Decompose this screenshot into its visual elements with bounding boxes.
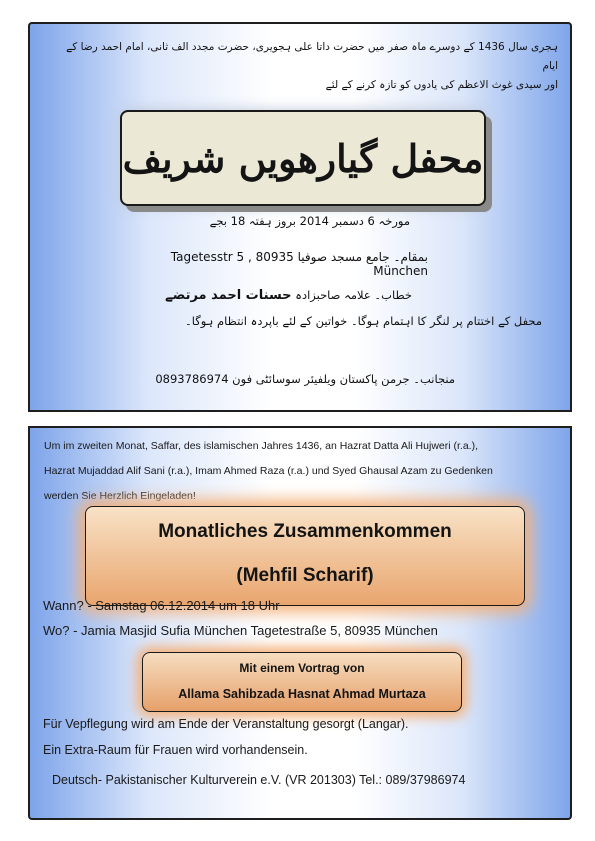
urdu-intro-line-2: اور سیدی غوث الاعظم کی یادوں کو تازہ کرنے کے لئے	[325, 79, 558, 91]
german-intro-line-1: Um im zweiten Monat, Saffar, des islamischen Jahres 1436, an Hazrat Datta Ali Hujweri (r.a.),	[44, 440, 478, 452]
urdu-intro	[48, 38, 558, 95]
urdu-sponsor-line: منجانب۔ جرمن پاکستان ویلفیئر سوسائٹی فون 0893786974	[155, 372, 455, 386]
german-intro-line-3: werden Sie Herzlich Eingeladen!	[44, 490, 196, 502]
speaker-box	[142, 652, 462, 712]
urdu-venue-line	[168, 250, 428, 278]
urdu-title: محفل گیارھویں شریف	[122, 135, 484, 181]
talk-speaker: Allama Sahibzada Hasnat Ahmad Murtaza	[178, 687, 426, 701]
german-intro	[44, 434, 564, 509]
urdu-speaker-name: حسنات احمد مرتضے	[165, 288, 292, 303]
event-where: Wo? - Jamia Masjid Sufia München Tagetestraße 5, 80935 München	[43, 623, 438, 638]
association-footer: Deutsch- Pakistanischer Kulturverein e.V. (VR 201303) Tel.: 089/37986974	[52, 773, 466, 787]
event-when: Wann? - Samstag 06.12.2014 um 18 Uhr	[43, 598, 280, 613]
talk-label: Mit einem Vortrag von	[239, 661, 365, 675]
women-room-note: Ein Extra-Raum für Frauen wird vorhandensein.	[43, 743, 308, 757]
event-title: Monatliches Zusammenkommen	[158, 521, 452, 542]
catering-note: Für Vepflegung wird am Ende der Veranstaltung gesorgt (Langar).	[43, 717, 409, 731]
urdu-date-line: مورخہ 6 دسمبر 2014 بروز ہفتہ 18 بجے	[209, 214, 410, 228]
event-title-box	[85, 506, 525, 606]
urdu-speech-line	[165, 288, 412, 303]
german-intro-line-2: Hazrat Mujaddad Alif Sani (r.a.), Imam Ahmed Raza (r.a.) und Syed Ghausal Azam zu Gedenken	[44, 465, 493, 477]
flyer-page	[28, 22, 572, 820]
section-divider	[28, 410, 572, 428]
urdu-venue-label: بمقام۔ جامع مسجد صوفیا	[297, 250, 428, 264]
urdu-langar-line: محفل کے اختتام پر لنگر کا اہتمام ہوگا۔ خواتین کے لئے باپردہ انتظام ہوگا۔	[184, 314, 542, 328]
urdu-speech-label: خطاب۔ علامہ صاحبزادہ	[295, 288, 412, 302]
urdu-title-box	[120, 110, 486, 206]
event-subtitle: (Mehfil Scharif)	[236, 565, 374, 586]
urdu-intro-line-1: ہجری سال 1436 کے دوسرے ماہ صفر میں حضرت داتا علی ہجویری، حضرت مجدد الف ثانی، امام احمد رضا کے ایام	[66, 41, 558, 72]
venue-address: Tagetesstr 5 , 80935 München	[170, 250, 428, 278]
